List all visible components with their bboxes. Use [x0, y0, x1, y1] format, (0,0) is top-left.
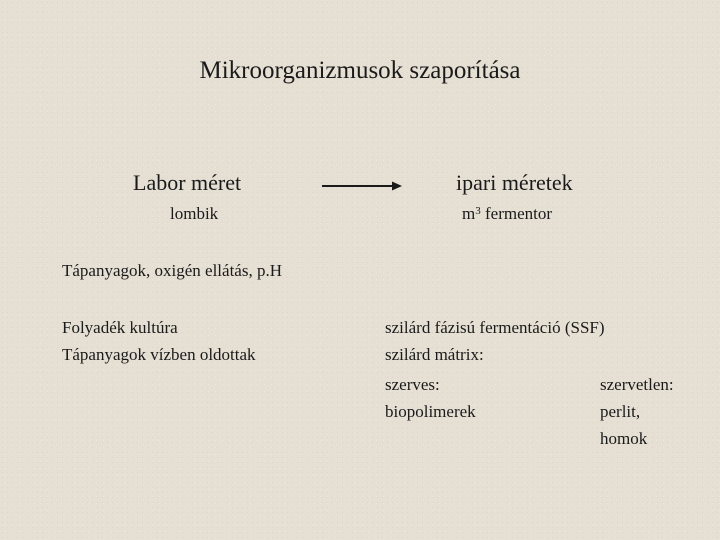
ssf-title: szilárd fázisú fermentáció (SSF)	[385, 318, 605, 337]
flask-label: lombik	[170, 204, 219, 223]
lab-scale-heading: Labor méret	[133, 170, 242, 195]
organic-label: szerves:	[385, 375, 440, 394]
liquid-culture-desc: Tápanyagok vízben oldottak	[62, 345, 256, 364]
inorganic-value-sand: homok	[600, 429, 648, 448]
inorganic-label: szervetlen:	[600, 375, 674, 394]
liquid-culture-title: Folyadék kultúra	[62, 318, 178, 337]
organic-value: biopolimerek	[385, 402, 476, 421]
arrow-right-icon	[322, 179, 402, 193]
conditions-text: Tápanyagok, oxigén ellátás, p.H	[62, 261, 282, 280]
slide-title: Mikroorganizmusok szaporítása	[199, 57, 521, 84]
solid-matrix-label: szilárd mátrix:	[385, 345, 484, 364]
industrial-scale-heading: ipari méretek	[456, 170, 573, 195]
fermentor-label: $m^3$ fermentor	[462, 204, 553, 223]
inorganic-value-perlite: perlit,	[600, 402, 641, 421]
